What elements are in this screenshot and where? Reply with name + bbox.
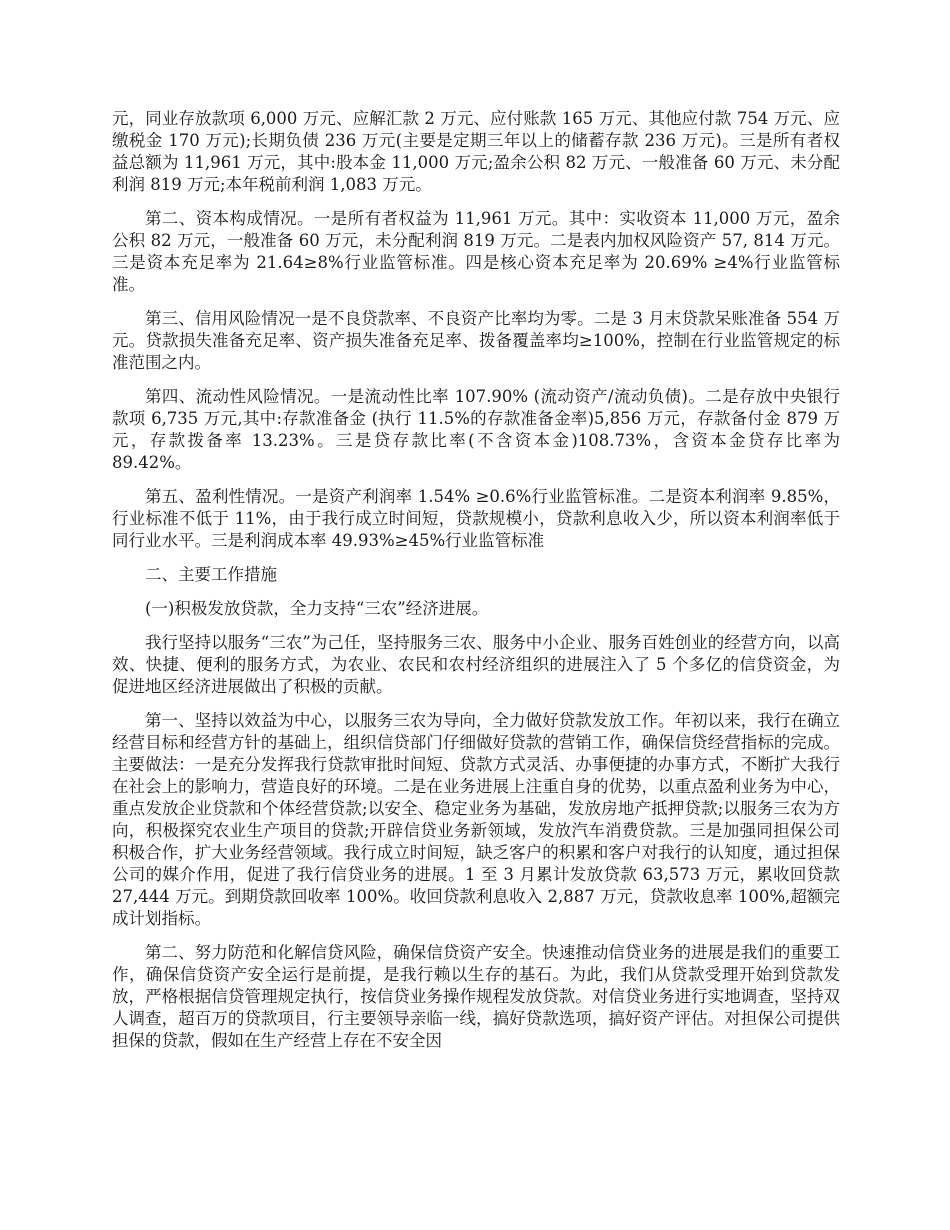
section-heading-main-measures: 二、主要工作措施: [145, 565, 277, 584]
paragraph-credit-risk: 第三、信用风险情况一是不良贷款率、不良资产比率均为零。二是 3 月末贷款呆账准备 554 万元。贷款损失准备充足率、资产损失准备充足率、拨备覆盖率均≥100%，控制在行业监管规定的标准范围之内。: [112, 309, 840, 372]
paragraph-service-mission: 我行坚持以服务“三农”为己任，坚持服务三农、服务中小企业、服务百姓创业的经营方向，以高效、快捷、便利的服务方式，为农业、农民和农村经济组织的进展注入了 5 个多亿的信贷资金，为促进地区经济进展做出了积极的贡献。: [112, 633, 840, 696]
paragraph-profitability: 第五、盈利性情况。一是资产利润率 1.54% ≥0.6%行业监管标准。二是资本利润率 9.85%，行业标准不低于 11%，由于我行成立时间短，贷款规模小，贷款利息收入少，所以资本利润率低于同行业水平。三是利润成本率 49.93%≥45%行业监管标准: [112, 487, 840, 550]
subsection-heading-loans: (一)积极发放贷款，全力支持“三农”经济进展。: [145, 599, 489, 618]
paragraph-continuation: 元，同业存放款项 6,000 万元、应解汇款 2 万元、应付账款 165 万元、其他应付款 754 万元、应缴税金 170 万元);长期负债 236 万元(主要是定期三年以上的储蓄存款 236 万元)。三是所有者权益总额为 11,961 万元，其中:股本金 11,000 万元;盈余公积 82 万元、一般准备 60 万元、未分配利润 819 万元;本年税前利润 1,083 万元。: [112, 109, 840, 194]
paragraph-risk-control: 第二、努力防范和化解信贷风险，确保信贷资产安全。快速推动信贷业务的进展是我们的重要工作，确保信贷资产安全运行是前提，是我行赖以生存的基石。为此，我们从贷款受理开始到贷款发放，严格根据信贷管理规定执行，按信贷业务操作规程发放贷款。对信贷业务进行实地调查，坚持双人调查，超百万的贷款项目，行主要领导亲临一线，搞好贷款选项，搞好资产评估。对担保公司提供担保的贷款，假如在生产经营上存在不安全因: [112, 943, 840, 1050]
paragraph-liquidity-risk: 第四、流动性风险情况。一是流动性比率 107.90% (流动资产/流动负债)。二是存放中央银行款项 6,735 万元,其中:存款准备金 (执行 11.5%的存款准备金率)5,856 万元，存款备付金 879 万元，存款拨备率 13.23%。三是贷存款比率(不含资本金)108.73%，含资本金贷存比率为 89.42%。: [112, 387, 840, 472]
paragraph-capital-structure: 第二、资本构成情况。一是所有者权益为 11,961 万元。其中：实收资本 11,000 万元，盈余公积 82 万元，一般准备 60 万元，未分配利润 819 万元。二是表内加权风险资产 57, 814 万元。三是资本充足率为 21.64≥8%行业监管标准。四是核心资本充足率为 20.69% ≥4%行业监管标准。: [112, 209, 840, 294]
paragraph-loan-issuance: 第一、坚持以效益为中心，以服务三农为导向，全力做好贷款发放工作。年初以来，我行在确立经营目标和经营方针的基础上，组织信贷部门仔细做好贷款的营销工作，确保信贷经营指标的完成。主要做法：一是充分发挥我行贷款审批时间短、贷款方式灵活、办事便捷的办事方式，不断扩大我行在社会上的影响力，营造良好的环境。二是在业务进展上注重自身的优势，以重点盈利业务为中心，重点发放企业贷款和个体经营贷款;以安全、稳定业务为基础，发放房地产抵押贷款;以服务三农为方向，积极探究农业生产项目的贷款;开辟信贷业务新领域，发放汽车消费贷款。三是加强同担保公司积极合作，扩大业务经营领域。我行成立时间短，缺乏客户的积累和客户对我行的认知度，通过担保公司的媒介作用，促进了我行信贷业务的进展。1 至 3 月累计发放贷款 63,573 万元，累收回贷款 27,444 万元。到期贷款回收率 100%。收回贷款利息收入 2,887 万元，贷款收息率 100%,超额完成计划指标。: [112, 711, 840, 928]
document-body: [112, 108, 840, 1064]
